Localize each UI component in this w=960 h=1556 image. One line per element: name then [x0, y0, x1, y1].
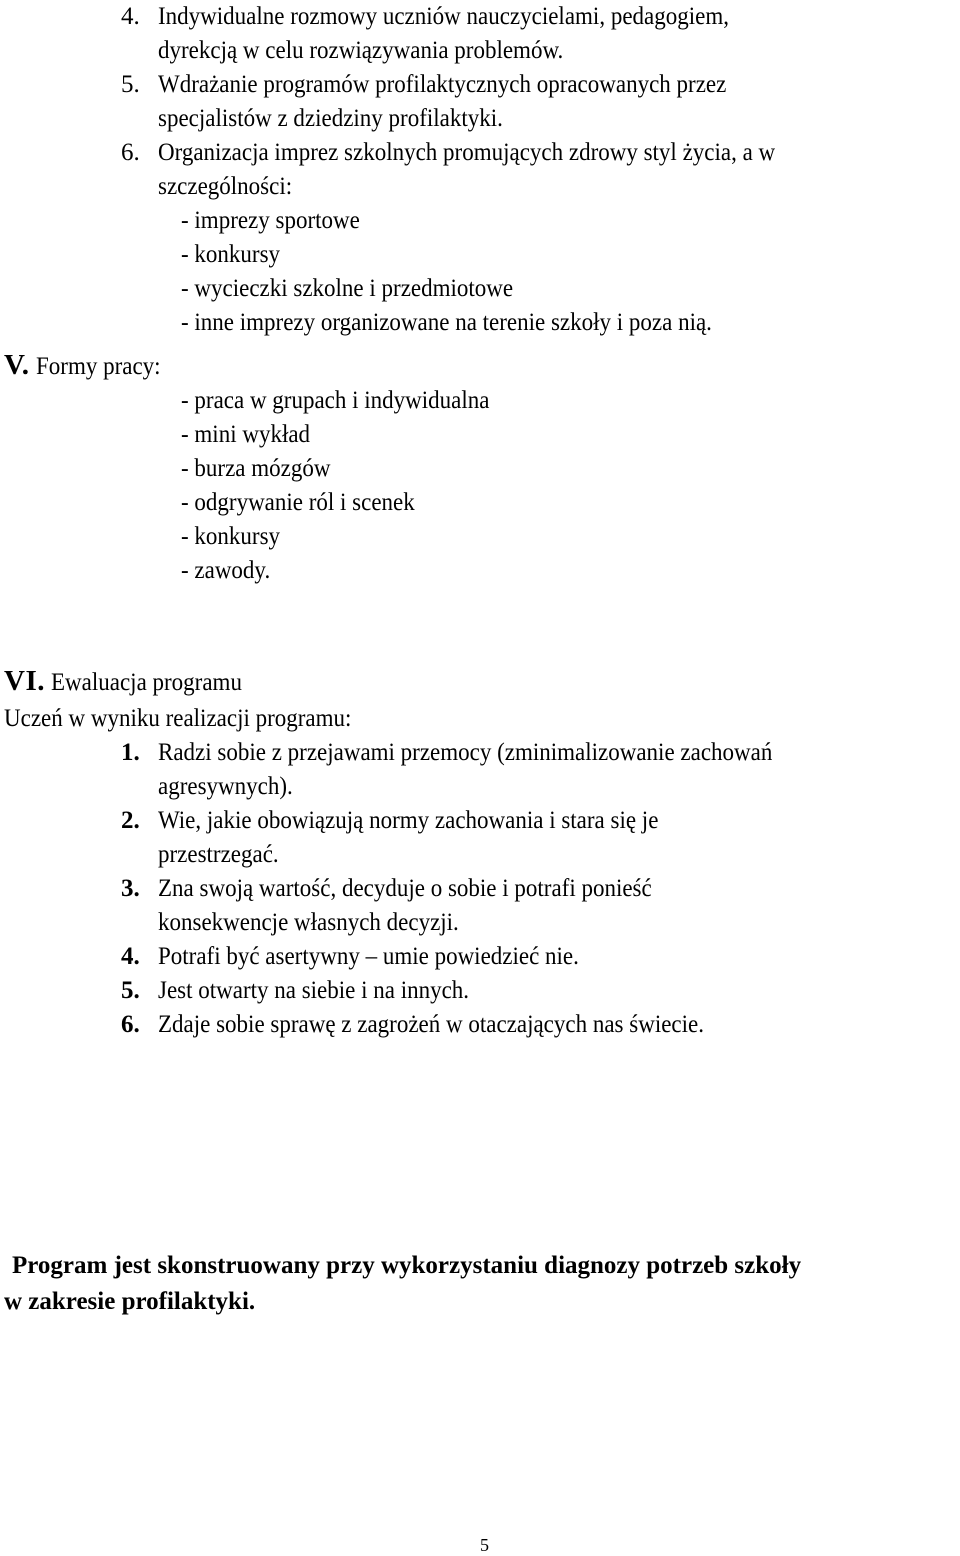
list-item-text: Organizacja imprez szkolnych promujących zdrowy styl życia, a w — [158, 139, 776, 166]
list-item-text: specjalistów z dziedziny profilaktyki. — [158, 105, 503, 132]
section-v-heading — [4, 348, 171, 384]
section-vi-heading — [4, 664, 259, 700]
list-number: 1. — [121, 739, 140, 766]
list-number: 4. — [121, 943, 140, 970]
section-label: V. — [4, 349, 30, 381]
section-intro: Uczeń w wyniku realizacji programu: — [4, 705, 352, 732]
list-item-text: Jest otwarty na siebie i na innych. — [158, 977, 470, 1004]
list-item-text: dyrekcją w celu rozwiązywania problemów. — [158, 37, 564, 64]
sub-list-item: - imprezy sportowe — [181, 207, 360, 234]
section-title: Formy pracy: — [35, 353, 161, 380]
list-item-text: Radzi sobie z przejawami przemocy (zminimalizowanie zachowań — [158, 739, 773, 766]
section-label: VI. — [4, 665, 45, 697]
sub-list-item: - wycieczki szkolne i przedmiotowe — [181, 275, 514, 302]
list-number: 6. — [121, 1011, 140, 1038]
list-number: 6. — [121, 139, 140, 166]
sub-list-item: - mini wykład — [181, 421, 311, 448]
sub-list-item: - praca w grupach i indywidualna — [181, 387, 490, 414]
list-item-text: Zdaje sobie sprawę z zagrożeń w otaczających nas świecie. — [158, 1011, 704, 1038]
list-item-text: Wdrażanie programów profilaktycznych opracowanych przez — [158, 71, 727, 98]
list-item-text: Zna swoją wartość, decyduje o sobie i potrafi ponieść — [158, 875, 652, 902]
section-title: Ewaluacja programu — [51, 669, 243, 696]
sub-list-item: - zawody. — [181, 557, 271, 584]
list-item-text: agresywnych). — [158, 773, 293, 800]
sub-list-item: - inne imprezy organizowane na terenie szkoły i poza nią. — [181, 309, 712, 336]
page-number: 5 — [480, 1535, 489, 1555]
list-number: 5. — [121, 977, 140, 1004]
list-item-text: Indywidualne rozmowy uczniów nauczycielami, pedagogiem, — [158, 3, 729, 30]
list-item-text: przestrzegać. — [158, 841, 279, 868]
sub-list-item: - odgrywanie ról i scenek — [181, 489, 415, 516]
list-item-text: Potrafi być asertywny – umie powiedzieć nie. — [158, 943, 579, 970]
sub-list-item: - konkursy — [181, 523, 281, 550]
sub-list-item: - burza mózgów — [181, 455, 331, 482]
list-item-text: konsekwencje własnych decyzji. — [158, 909, 459, 936]
closing-note-line: Program jest skonstruowany przy wykorzystaniu diagnozy potrzeb szkoły — [12, 1252, 802, 1279]
sub-list-item: - konkursy — [181, 241, 281, 268]
list-item-text: Wie, jakie obowiązują normy zachowania i stara się je — [158, 807, 659, 834]
closing-note-line: w zakresie profilaktyki. — [4, 1288, 256, 1315]
list-number: 3. — [121, 875, 140, 902]
list-number: 2. — [121, 807, 140, 834]
list-number: 5. — [121, 71, 140, 98]
list-number: 4. — [121, 3, 140, 30]
list-item-text: szczególności: — [158, 173, 293, 200]
